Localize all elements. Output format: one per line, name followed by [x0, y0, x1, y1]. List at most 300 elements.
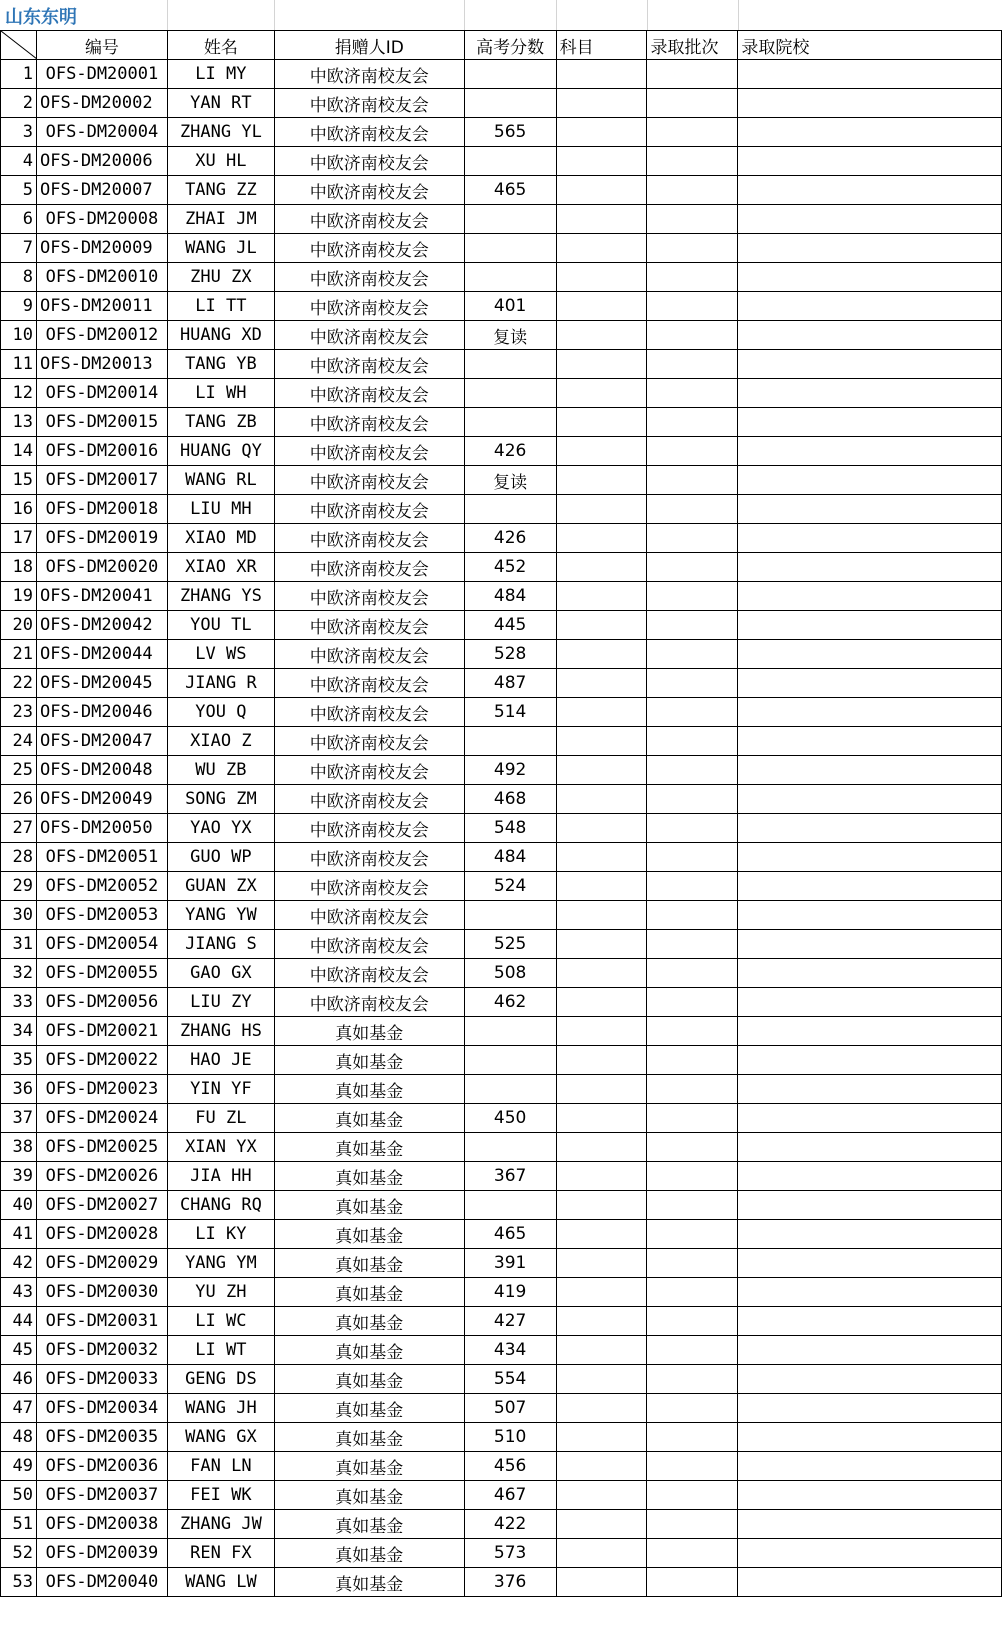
batch-cell[interactable] [647, 1162, 738, 1191]
school-cell[interactable] [738, 698, 1002, 727]
name-cell[interactable]: LV WS [167, 640, 274, 669]
code-cell[interactable]: OFS-DM20025 [36, 1133, 167, 1162]
donor-cell[interactable]: 真如基金 [274, 1249, 464, 1278]
code-cell[interactable]: OFS-DM20049 [36, 785, 167, 814]
subject-cell[interactable] [556, 1046, 647, 1075]
code-cell[interactable]: OFS-DM20015 [36, 408, 167, 437]
batch-cell[interactable] [647, 1133, 738, 1162]
school-cell[interactable] [738, 524, 1002, 553]
code-cell[interactable]: OFS-DM20041 [36, 582, 167, 611]
subject-cell[interactable] [556, 843, 647, 872]
school-cell[interactable] [738, 1365, 1002, 1394]
batch-cell[interactable] [647, 553, 738, 582]
score-cell[interactable]: 510 [464, 1423, 556, 1452]
donor-cell[interactable]: 真如基金 [274, 1336, 464, 1365]
score-cell[interactable]: 376 [464, 1568, 556, 1597]
school-cell[interactable] [738, 1336, 1002, 1365]
donor-cell[interactable]: 真如基金 [274, 1568, 464, 1597]
row-number-cell[interactable]: 24 [1, 727, 37, 756]
batch-cell[interactable] [647, 1336, 738, 1365]
code-cell[interactable]: OFS-DM20016 [36, 437, 167, 466]
name-cell[interactable]: LIU ZY [167, 988, 274, 1017]
row-number-cell[interactable]: 38 [1, 1133, 37, 1162]
batch-cell[interactable] [647, 60, 738, 89]
subject-cell[interactable] [556, 1075, 647, 1104]
name-cell[interactable]: JIA HH [167, 1162, 274, 1191]
subject-cell[interactable] [556, 466, 647, 495]
batch-cell[interactable] [647, 89, 738, 118]
header-subject[interactable]: 科目 [556, 31, 647, 60]
score-cell[interactable]: 452 [464, 553, 556, 582]
subject-cell[interactable] [556, 1278, 647, 1307]
school-cell[interactable] [738, 901, 1002, 930]
subject-cell[interactable] [556, 930, 647, 959]
score-cell[interactable]: 426 [464, 524, 556, 553]
header-code[interactable]: 编号 [36, 31, 167, 60]
row-number-cell[interactable]: 23 [1, 698, 37, 727]
school-cell[interactable] [738, 1307, 1002, 1336]
name-cell[interactable]: JIANG S [167, 930, 274, 959]
score-cell[interactable]: 419 [464, 1278, 556, 1307]
subject-cell[interactable] [556, 1133, 647, 1162]
score-cell[interactable] [464, 1017, 556, 1046]
batch-cell[interactable] [647, 1481, 738, 1510]
donor-cell[interactable]: 中欧济南校友会 [274, 669, 464, 698]
donor-cell[interactable]: 中欧济南校友会 [274, 466, 464, 495]
school-cell[interactable] [738, 89, 1002, 118]
name-cell[interactable]: LI WC [167, 1307, 274, 1336]
row-number-cell[interactable]: 33 [1, 988, 37, 1017]
score-cell[interactable]: 467 [464, 1481, 556, 1510]
batch-cell[interactable] [647, 611, 738, 640]
batch-cell[interactable] [647, 1307, 738, 1336]
school-cell[interactable] [738, 1423, 1002, 1452]
code-cell[interactable]: OFS-DM20012 [36, 321, 167, 350]
school-cell[interactable] [738, 147, 1002, 176]
score-cell[interactable] [464, 901, 556, 930]
score-cell[interactable]: 422 [464, 1510, 556, 1539]
score-cell[interactable]: 复读 [464, 321, 556, 350]
school-cell[interactable] [738, 466, 1002, 495]
subject-cell[interactable] [556, 350, 647, 379]
row-number-cell[interactable]: 52 [1, 1539, 37, 1568]
name-cell[interactable]: JIANG R [167, 669, 274, 698]
batch-cell[interactable] [647, 1017, 738, 1046]
header-name[interactable]: 姓名 [167, 31, 274, 60]
row-number-cell[interactable]: 25 [1, 756, 37, 785]
donor-cell[interactable]: 中欧济南校友会 [274, 176, 464, 205]
name-cell[interactable]: LI TT [167, 292, 274, 321]
donor-cell[interactable]: 中欧济南校友会 [274, 147, 464, 176]
donor-cell[interactable]: 真如基金 [274, 1278, 464, 1307]
name-cell[interactable]: YIN YF [167, 1075, 274, 1104]
header-donor[interactable]: 捐赠人ID [274, 31, 464, 60]
donor-cell[interactable]: 真如基金 [274, 1220, 464, 1249]
name-cell[interactable]: YOU Q [167, 698, 274, 727]
code-cell[interactable]: OFS-DM20019 [36, 524, 167, 553]
name-cell[interactable]: FEI WK [167, 1481, 274, 1510]
name-cell[interactable]: CHANG RQ [167, 1191, 274, 1220]
subject-cell[interactable] [556, 1365, 647, 1394]
row-number-cell[interactable]: 46 [1, 1365, 37, 1394]
subject-cell[interactable] [556, 959, 647, 988]
score-cell[interactable]: 462 [464, 988, 556, 1017]
code-cell[interactable]: OFS-DM20011 [36, 292, 167, 321]
school-cell[interactable] [738, 263, 1002, 292]
subject-cell[interactable] [556, 1191, 647, 1220]
name-cell[interactable]: WANG JH [167, 1394, 274, 1423]
donor-cell[interactable]: 中欧济南校友会 [274, 321, 464, 350]
donor-cell[interactable]: 中欧济南校友会 [274, 930, 464, 959]
row-number-cell[interactable]: 50 [1, 1481, 37, 1510]
code-cell[interactable]: OFS-DM20047 [36, 727, 167, 756]
row-number-cell[interactable]: 13 [1, 408, 37, 437]
score-cell[interactable]: 492 [464, 756, 556, 785]
row-number-cell[interactable]: 42 [1, 1249, 37, 1278]
score-cell[interactable]: 427 [464, 1307, 556, 1336]
subject-cell[interactable] [556, 814, 647, 843]
row-number-cell[interactable]: 47 [1, 1394, 37, 1423]
donor-cell[interactable]: 中欧济南校友会 [274, 205, 464, 234]
donor-cell[interactable]: 中欧济南校友会 [274, 379, 464, 408]
subject-cell[interactable] [556, 785, 647, 814]
school-cell[interactable] [738, 60, 1002, 89]
name-cell[interactable]: ZHANG JW [167, 1510, 274, 1539]
code-cell[interactable]: OFS-DM20039 [36, 1539, 167, 1568]
code-cell[interactable]: OFS-DM20008 [36, 205, 167, 234]
subject-cell[interactable] [556, 1220, 647, 1249]
code-cell[interactable]: OFS-DM20033 [36, 1365, 167, 1394]
row-number-cell[interactable]: 35 [1, 1046, 37, 1075]
subject-cell[interactable] [556, 1510, 647, 1539]
code-cell[interactable]: OFS-DM20054 [36, 930, 167, 959]
school-cell[interactable] [738, 379, 1002, 408]
name-cell[interactable]: YOU TL [167, 611, 274, 640]
code-cell[interactable]: OFS-DM20022 [36, 1046, 167, 1075]
row-number-cell[interactable]: 26 [1, 785, 37, 814]
subject-cell[interactable] [556, 698, 647, 727]
score-cell[interactable]: 426 [464, 437, 556, 466]
row-number-cell[interactable]: 53 [1, 1568, 37, 1597]
code-cell[interactable]: OFS-DM20018 [36, 495, 167, 524]
name-cell[interactable]: GAO GX [167, 959, 274, 988]
code-cell[interactable]: OFS-DM20044 [36, 640, 167, 669]
donor-cell[interactable]: 真如基金 [274, 1017, 464, 1046]
subject-cell[interactable] [556, 1017, 647, 1046]
batch-cell[interactable] [647, 756, 738, 785]
row-number-cell[interactable]: 14 [1, 437, 37, 466]
donor-cell[interactable]: 中欧济南校友会 [274, 698, 464, 727]
donor-cell[interactable]: 真如基金 [274, 1510, 464, 1539]
school-cell[interactable] [738, 205, 1002, 234]
code-cell[interactable]: OFS-DM20031 [36, 1307, 167, 1336]
row-number-cell[interactable]: 18 [1, 553, 37, 582]
header-score[interactable]: 高考分数 [464, 31, 556, 60]
score-cell[interactable] [464, 147, 556, 176]
batch-cell[interactable] [647, 350, 738, 379]
name-cell[interactable]: FAN LN [167, 1452, 274, 1481]
school-cell[interactable] [738, 1191, 1002, 1220]
subject-cell[interactable] [556, 988, 647, 1017]
row-number-cell[interactable]: 37 [1, 1104, 37, 1133]
row-number-cell[interactable]: 9 [1, 292, 37, 321]
code-cell[interactable]: OFS-DM20036 [36, 1452, 167, 1481]
code-cell[interactable]: OFS-DM20053 [36, 901, 167, 930]
row-number-cell[interactable]: 12 [1, 379, 37, 408]
donor-cell[interactable]: 真如基金 [274, 1104, 464, 1133]
code-cell[interactable]: OFS-DM20027 [36, 1191, 167, 1220]
score-cell[interactable]: 465 [464, 176, 556, 205]
donor-cell[interactable]: 真如基金 [274, 1481, 464, 1510]
donor-cell[interactable]: 中欧济南校友会 [274, 959, 464, 988]
score-cell[interactable]: 465 [464, 1220, 556, 1249]
sheet-title[interactable]: 山东东明 [5, 7, 77, 28]
code-cell[interactable]: OFS-DM20006 [36, 147, 167, 176]
code-cell[interactable]: OFS-DM20014 [36, 379, 167, 408]
score-cell[interactable]: 468 [464, 785, 556, 814]
batch-cell[interactable] [647, 1510, 738, 1539]
donor-cell[interactable]: 中欧济南校友会 [274, 611, 464, 640]
batch-cell[interactable] [647, 234, 738, 263]
donor-cell[interactable]: 中欧济南校友会 [274, 263, 464, 292]
subject-cell[interactable] [556, 1394, 647, 1423]
row-number-cell[interactable]: 30 [1, 901, 37, 930]
subject-cell[interactable] [556, 1162, 647, 1191]
school-cell[interactable] [738, 1249, 1002, 1278]
subject-cell[interactable] [556, 437, 647, 466]
subject-cell[interactable] [556, 1104, 647, 1133]
row-number-cell[interactable]: 49 [1, 1452, 37, 1481]
code-cell[interactable]: OFS-DM20004 [36, 118, 167, 147]
batch-cell[interactable] [647, 1452, 738, 1481]
code-cell[interactable]: OFS-DM20009 [36, 234, 167, 263]
score-cell[interactable]: 528 [464, 640, 556, 669]
school-cell[interactable] [738, 959, 1002, 988]
school-cell[interactable] [738, 1162, 1002, 1191]
donor-cell[interactable]: 中欧济南校友会 [274, 582, 464, 611]
batch-cell[interactable] [647, 669, 738, 698]
name-cell[interactable]: HUANG XD [167, 321, 274, 350]
code-cell[interactable]: OFS-DM20045 [36, 669, 167, 698]
batch-cell[interactable] [647, 176, 738, 205]
school-cell[interactable] [738, 872, 1002, 901]
code-cell[interactable]: OFS-DM20001 [36, 60, 167, 89]
donor-cell[interactable]: 中欧济南校友会 [274, 988, 464, 1017]
subject-cell[interactable] [556, 263, 647, 292]
school-cell[interactable] [738, 727, 1002, 756]
batch-cell[interactable] [647, 785, 738, 814]
name-cell[interactable]: ZHANG HS [167, 1017, 274, 1046]
school-cell[interactable] [738, 843, 1002, 872]
code-cell[interactable]: OFS-DM20050 [36, 814, 167, 843]
code-cell[interactable]: OFS-DM20038 [36, 1510, 167, 1539]
score-cell[interactable]: 484 [464, 582, 556, 611]
name-cell[interactable]: XIAO MD [167, 524, 274, 553]
subject-cell[interactable] [556, 176, 647, 205]
score-cell[interactable]: 367 [464, 1162, 556, 1191]
code-cell[interactable]: OFS-DM20032 [36, 1336, 167, 1365]
subject-cell[interactable] [556, 524, 647, 553]
subject-cell[interactable] [556, 1481, 647, 1510]
name-cell[interactable]: YU ZH [167, 1278, 274, 1307]
score-cell[interactable]: 484 [464, 843, 556, 872]
score-cell[interactable] [464, 727, 556, 756]
name-cell[interactable]: YAN RT [167, 89, 274, 118]
subject-cell[interactable] [556, 234, 647, 263]
school-cell[interactable] [738, 582, 1002, 611]
row-number-cell[interactable]: 41 [1, 1220, 37, 1249]
batch-cell[interactable] [647, 1568, 738, 1597]
school-cell[interactable] [738, 234, 1002, 263]
subject-cell[interactable] [556, 89, 647, 118]
donor-cell[interactable]: 真如基金 [274, 1075, 464, 1104]
row-number-cell[interactable]: 17 [1, 524, 37, 553]
code-cell[interactable]: OFS-DM20056 [36, 988, 167, 1017]
subject-cell[interactable] [556, 118, 647, 147]
batch-cell[interactable] [647, 524, 738, 553]
row-number-cell[interactable]: 28 [1, 843, 37, 872]
row-number-cell[interactable]: 29 [1, 872, 37, 901]
row-number-cell[interactable]: 39 [1, 1162, 37, 1191]
batch-cell[interactable] [647, 814, 738, 843]
name-cell[interactable]: LI WT [167, 1336, 274, 1365]
batch-cell[interactable] [647, 872, 738, 901]
batch-cell[interactable] [647, 1278, 738, 1307]
row-number-cell[interactable]: 21 [1, 640, 37, 669]
batch-cell[interactable] [647, 379, 738, 408]
subject-cell[interactable] [556, 60, 647, 89]
score-cell[interactable]: 434 [464, 1336, 556, 1365]
school-cell[interactable] [738, 640, 1002, 669]
school-cell[interactable] [738, 495, 1002, 524]
donor-cell[interactable]: 中欧济南校友会 [274, 872, 464, 901]
school-cell[interactable] [738, 1046, 1002, 1075]
row-number-cell[interactable]: 8 [1, 263, 37, 292]
name-cell[interactable]: SONG ZM [167, 785, 274, 814]
name-cell[interactable]: TANG ZZ [167, 176, 274, 205]
batch-cell[interactable] [647, 1104, 738, 1133]
code-cell[interactable]: OFS-DM20037 [36, 1481, 167, 1510]
score-cell[interactable] [464, 1191, 556, 1220]
name-cell[interactable]: TANG ZB [167, 408, 274, 437]
school-cell[interactable] [738, 176, 1002, 205]
subject-cell[interactable] [556, 1336, 647, 1365]
donor-cell[interactable]: 真如基金 [274, 1394, 464, 1423]
subject-cell[interactable] [556, 495, 647, 524]
donor-cell[interactable]: 真如基金 [274, 1046, 464, 1075]
code-cell[interactable]: OFS-DM20017 [36, 466, 167, 495]
donor-cell[interactable]: 中欧济南校友会 [274, 843, 464, 872]
batch-cell[interactable] [647, 1249, 738, 1278]
name-cell[interactable]: LI MY [167, 60, 274, 89]
school-cell[interactable] [738, 611, 1002, 640]
donor-cell[interactable]: 真如基金 [274, 1191, 464, 1220]
row-number-cell[interactable]: 16 [1, 495, 37, 524]
subject-cell[interactable] [556, 321, 647, 350]
code-cell[interactable]: OFS-DM20029 [36, 1249, 167, 1278]
code-cell[interactable]: OFS-DM20002 [36, 89, 167, 118]
row-number-cell[interactable]: 11 [1, 350, 37, 379]
score-cell[interactable]: 391 [464, 1249, 556, 1278]
code-cell[interactable]: OFS-DM20046 [36, 698, 167, 727]
batch-cell[interactable] [647, 1191, 738, 1220]
row-number-cell[interactable]: 45 [1, 1336, 37, 1365]
row-number-cell[interactable]: 22 [1, 669, 37, 698]
batch-cell[interactable] [647, 1365, 738, 1394]
score-cell[interactable]: 445 [464, 611, 556, 640]
code-cell[interactable]: OFS-DM20010 [36, 263, 167, 292]
donor-cell[interactable]: 中欧济南校友会 [274, 640, 464, 669]
score-cell[interactable]: 525 [464, 930, 556, 959]
school-cell[interactable] [738, 1133, 1002, 1162]
name-cell[interactable]: GUAN ZX [167, 872, 274, 901]
batch-cell[interactable] [647, 408, 738, 437]
school-cell[interactable] [738, 1539, 1002, 1568]
row-number-cell[interactable]: 5 [1, 176, 37, 205]
row-number-cell[interactable]: 6 [1, 205, 37, 234]
subject-cell[interactable] [556, 408, 647, 437]
score-cell[interactable] [464, 350, 556, 379]
school-cell[interactable] [738, 321, 1002, 350]
batch-cell[interactable] [647, 1046, 738, 1075]
code-cell[interactable]: OFS-DM20023 [36, 1075, 167, 1104]
score-cell[interactable] [464, 89, 556, 118]
batch-cell[interactable] [647, 901, 738, 930]
code-cell[interactable]: OFS-DM20034 [36, 1394, 167, 1423]
donor-cell[interactable]: 真如基金 [274, 1452, 464, 1481]
batch-cell[interactable] [647, 147, 738, 176]
donor-cell[interactable]: 中欧济南校友会 [274, 234, 464, 263]
batch-cell[interactable] [647, 843, 738, 872]
score-cell[interactable]: 507 [464, 1394, 556, 1423]
subject-cell[interactable] [556, 901, 647, 930]
school-cell[interactable] [738, 1075, 1002, 1104]
name-cell[interactable]: HAO JE [167, 1046, 274, 1075]
name-cell[interactable]: XIAO Z [167, 727, 274, 756]
row-number-cell[interactable]: 44 [1, 1307, 37, 1336]
score-cell[interactable]: 487 [464, 669, 556, 698]
school-cell[interactable] [738, 118, 1002, 147]
donor-cell[interactable]: 中欧济南校友会 [274, 118, 464, 147]
score-cell[interactable]: 565 [464, 118, 556, 147]
row-number-cell[interactable]: 10 [1, 321, 37, 350]
donor-cell[interactable]: 中欧济南校友会 [274, 814, 464, 843]
row-number-cell[interactable]: 19 [1, 582, 37, 611]
score-cell[interactable] [464, 408, 556, 437]
donor-cell[interactable]: 中欧济南校友会 [274, 901, 464, 930]
row-number-cell[interactable]: 7 [1, 234, 37, 263]
row-number-cell[interactable]: 20 [1, 611, 37, 640]
row-number-cell[interactable]: 36 [1, 1075, 37, 1104]
name-cell[interactable]: LIU MH [167, 495, 274, 524]
score-cell[interactable] [464, 379, 556, 408]
school-cell[interactable] [738, 408, 1002, 437]
subject-cell[interactable] [556, 727, 647, 756]
subject-cell[interactable] [556, 640, 647, 669]
corner-cell[interactable] [1, 31, 37, 60]
school-cell[interactable] [738, 1104, 1002, 1133]
batch-cell[interactable] [647, 930, 738, 959]
name-cell[interactable]: XU HL [167, 147, 274, 176]
name-cell[interactable]: YANG YM [167, 1249, 274, 1278]
score-cell[interactable] [464, 205, 556, 234]
subject-cell[interactable] [556, 147, 647, 176]
school-cell[interactable] [738, 669, 1002, 698]
score-cell[interactable] [464, 495, 556, 524]
school-cell[interactable] [738, 1278, 1002, 1307]
name-cell[interactable]: TANG YB [167, 350, 274, 379]
donor-cell[interactable]: 真如基金 [274, 1423, 464, 1452]
